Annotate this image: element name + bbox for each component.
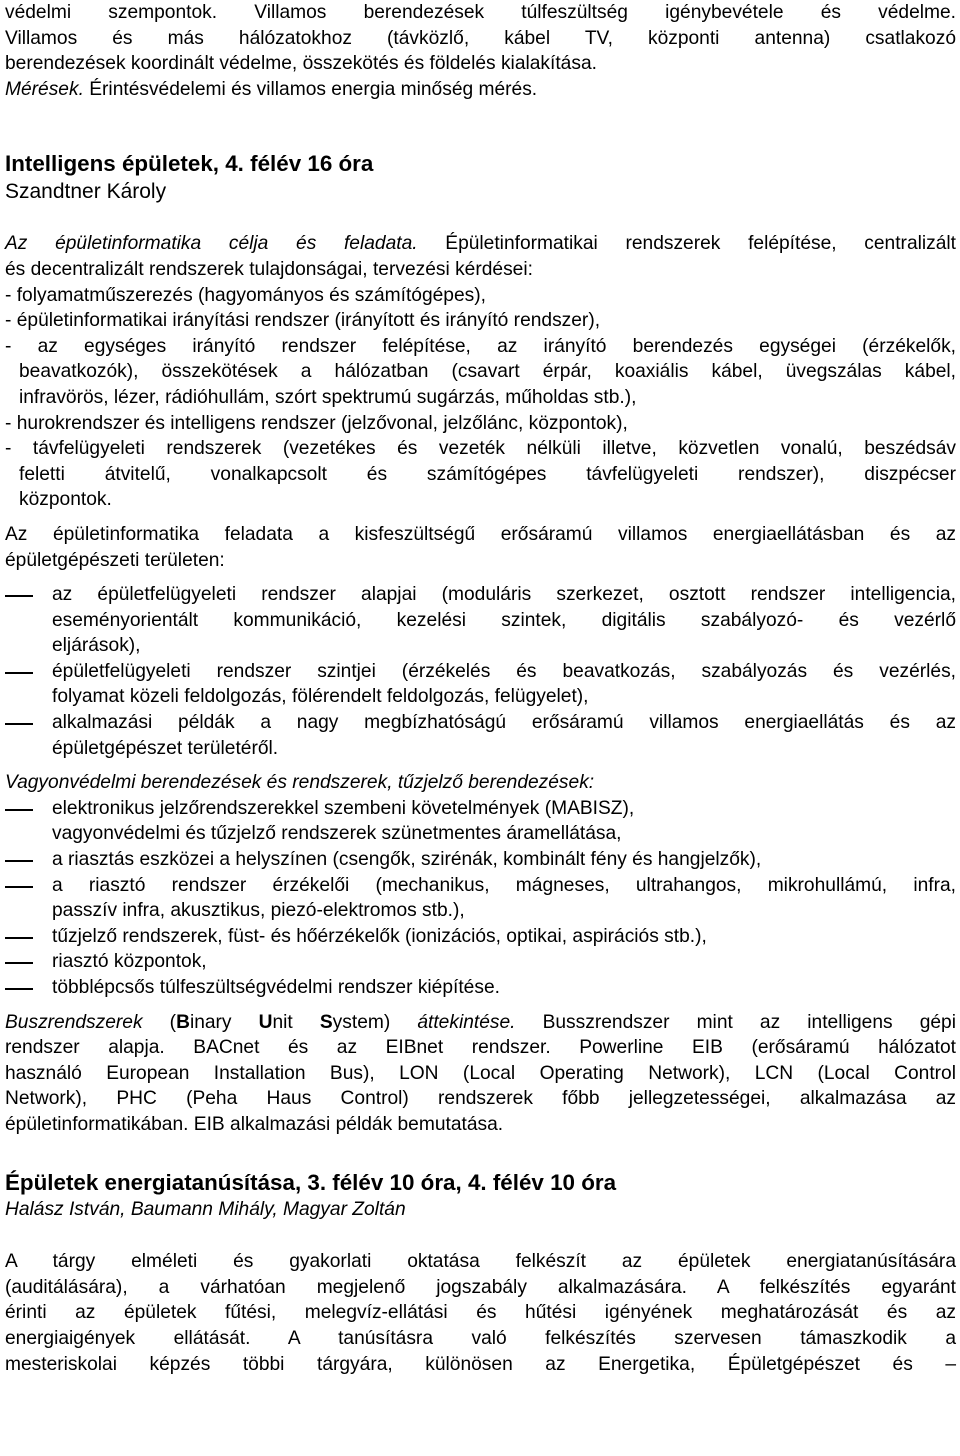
text-line: - épületinformatikai irányítási rendszer (irányított és irányító rendszer),	[5, 310, 601, 332]
text-line: beavatkozók), összekötések a hálózatban (csavart érpár, koaxiális kábel, üvegszálas kábel,	[19, 361, 956, 383]
bus-acronym-letter: B	[176, 1011, 190, 1033]
text-line: passzív infra, akusztikus, piezó-elektromos stb.),	[52, 900, 465, 922]
text-line: központok.	[19, 489, 112, 511]
goal-first-line	[5, 231, 956, 257]
dash-bullet-icon	[5, 886, 33, 888]
bullet-item	[5, 975, 956, 1001]
text-line: (auditálására), a várhatóan megjelenő jogszabály alkalmazására. A felkészítés egyaránt	[5, 1276, 956, 1298]
text-line: folyamat közeli feldolgozás, fölérendelt feldolgozás, felügyelet),	[52, 686, 589, 708]
text-line: épületinformatikában. EIB alkalmazási példák bemutatása.	[5, 1113, 504, 1135]
document-page	[5, 0, 956, 1377]
text-line: rendszer alapja. BACnet és az EIBnet rendszer. Powerline EIB (erősáramú hálózatot	[5, 1037, 956, 1059]
dash-bullet-icon	[5, 962, 33, 964]
dash-bullet-icon	[5, 672, 33, 674]
text-line: Villamos és más hálózatokhoz (távközlő, kábel TV, központi antenna) csatlakozó	[5, 27, 956, 49]
dash-bullet-icon	[5, 809, 33, 811]
text-line: eljárások),	[52, 635, 141, 657]
bus-text: Busszrendszer mint az intelligens gépi	[515, 1011, 956, 1033]
text-line: vagyonvédelmi és tűzjelző rendszerek szünetmentes áramellátása,	[52, 823, 622, 845]
dash-bullet-icon	[5, 723, 33, 725]
section-author: Szandtner Károly	[5, 180, 167, 204]
bullet-item	[5, 873, 956, 924]
bus-label: Buszrendszerek	[5, 1011, 143, 1033]
bus-text: (	[142, 1011, 177, 1033]
goal-label: Az épületinformatika célja és feladata.	[5, 233, 418, 255]
text-line: A tárgy elméleti és gyakorlati oktatása felkészít az épületek energiatanúsítására	[5, 1251, 956, 1273]
text-line: a riasztó rendszer érzékelői (mechanikus, mágneses, ultrahangos, mikrohullámú, infra,	[52, 874, 956, 896]
text-line: eseményorientált kommunikáció, kezelési szintek, digitális szabályozó- és vezérlő	[52, 609, 956, 631]
text-line: - távfelügyeleti rendszerek (vezetékes és vezeték nélküli illetve, közvetlen vonalú, beszédsáv	[5, 438, 956, 460]
bullet-item	[5, 796, 956, 847]
text-line: alkalmazási példák a nagy megbízhatóságú erősáramú villamos energiaellátás és az	[52, 712, 956, 734]
text-line: berendezések koordinált védelme, összekötés és földelés kialakítása.	[5, 53, 597, 75]
text-line: - az egységes irányító rendszer felépítése, az irányító berendezés egységei (érzékelők,	[5, 335, 956, 357]
measurements-label: Mérések.	[5, 78, 84, 100]
text-line: Az épületinformatika feladata a kisfeszültségű erősáramú villamos energiaellátásban és az	[5, 523, 956, 545]
bullet-item	[5, 710, 956, 761]
measurements-text: Érintésvédelemi és villamos energia minőség mérés.	[83, 78, 538, 100]
bullet-item	[5, 949, 956, 975]
bus-acronym-letter: S	[319, 1011, 333, 1033]
bus-acronym-letter: U	[258, 1011, 273, 1033]
text-line: használó European Installation Bus), LON (Local Operating Network), LCN (Local Control	[5, 1062, 956, 1084]
dash-bullet-icon	[5, 937, 33, 939]
dash-bullet-icon	[5, 595, 33, 597]
section-authors: Halász István, Baumann Mihály, Magyar Zoltán	[5, 1198, 406, 1220]
text-line: érinti az épületek fűtési, melegvíz-ellátási és hűtési igényének meghatározását és az	[5, 1302, 956, 1324]
bullet-item	[5, 924, 956, 950]
bus-text: ystem)	[332, 1011, 418, 1033]
section-title: Épületek energiatanúsítása, 3. félév 10 óra, 4. félév 10 óra	[5, 1169, 617, 1195]
text-line: - folyamatműszerezés (hagyományos és számítógépes),	[5, 284, 486, 306]
bus-label: áttekintése.	[417, 1011, 516, 1033]
text-line: elektronikus jelzőrendszerekkel szembeni követelmények (MABISZ),	[52, 797, 635, 819]
measurements-line	[5, 77, 956, 103]
text-line: mesteriskolai képzés többi tárgyára, különösen az Energetika, Épületgépészet és –	[5, 1353, 956, 1375]
text-line: és decentralizált rendszerek tulajdonságai, tervezési kérdései:	[5, 258, 533, 280]
bus-text: inary	[189, 1011, 259, 1033]
text-line: védelmi szempontok. Villamos berendezések túlfeszültség igénybevétele és védelme.	[5, 2, 956, 23]
goal-text: Épületinformatikai rendszerek felépítése, centralizált	[417, 233, 957, 255]
dash-bullet-icon	[5, 988, 33, 990]
bullet-item	[5, 847, 956, 873]
text-line: riasztó központok,	[52, 951, 207, 973]
section-title: Intelligens épületek, 4. félév 16 óra	[5, 151, 374, 177]
text-line: épületfelügyeleti rendszer szintjei (érzékelés és beavatkozás, szabályozás és vezérlés,	[52, 660, 956, 682]
text-line: épületgépészeti területen:	[5, 549, 225, 571]
text-line: tűzjelző rendszerek, füst- és hőérzékelők (ionizációs, optikai, aspirációs stb.),	[52, 925, 707, 947]
text-line: feletti átvitelű, vonalkapcsolt és számítógépes távfelügyeleti rendszer), diszpécser	[19, 463, 956, 485]
text-line: - hurokrendszer és intelligens rendszer (jelzővonal, jelzőlánc, központok),	[5, 412, 628, 434]
bullet-item	[5, 659, 956, 710]
dash-bullet-icon	[5, 860, 33, 862]
text-line: épületgépészet területéről.	[52, 737, 279, 759]
text-line: a riasztás eszközei a helyszínen (csengők, szirénák, kombinált fény és hangjelzők),	[52, 849, 762, 871]
bullet-item	[5, 582, 956, 659]
text-line: többlépcsős túlfeszültségvédelmi rendszer kiépítése.	[52, 977, 500, 998]
text-line: az épületfelügyeleti rendszer alapjai (moduláris szerkezet, osztott rendszer intelligencia,	[52, 584, 956, 606]
bus-first-line	[5, 1010, 956, 1036]
text-line: infravörös, lézer, rádióhullám, szórt spektrumú sugárzás, műholdas stb.),	[19, 386, 637, 408]
text-line: Network), PHC (Peha Haus Control) rendszerek főbb jellegzetességei, alkalmazása az	[5, 1088, 956, 1110]
text-line: energiaigények ellátását. A tanúsításra való felkészítés szervesen támaszkodik a	[5, 1327, 956, 1349]
security-label: Vagyonvédelmi berendezések és rendszerek, tűzjelző berendezések:	[5, 772, 595, 794]
bus-text: nit	[272, 1011, 320, 1033]
